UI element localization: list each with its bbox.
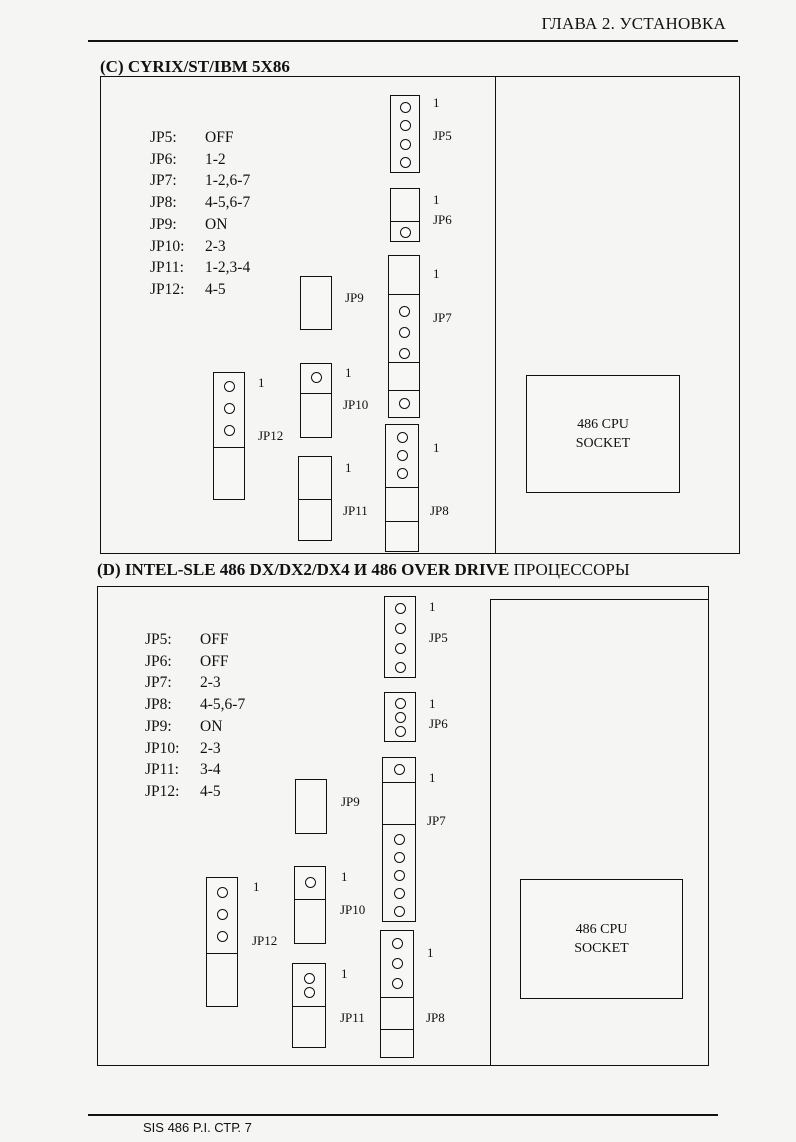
- jp10-label: JP10: [340, 902, 366, 917]
- setting-jumper: JP11:: [145, 761, 179, 779]
- setting-value: 1-2: [205, 150, 226, 168]
- setting-jumper: JP8:: [145, 696, 172, 714]
- socket-label-line1: 486 CPU: [577, 417, 629, 432]
- setting-value: 1-2,3-4: [205, 259, 251, 277]
- setting-value: 2-3: [205, 237, 226, 255]
- socket-label-line2: SOCKET: [575, 436, 631, 451]
- jumper-cap-divider: [295, 899, 325, 900]
- pin: [395, 712, 406, 723]
- jp9-block: [300, 276, 332, 330]
- pin: [394, 764, 405, 775]
- jp8-block: [380, 930, 414, 1058]
- jp9-label: JP9: [345, 290, 364, 305]
- jp7-pin1-label: 1: [429, 770, 436, 785]
- pin: [397, 468, 408, 479]
- jp11-label: JP11: [340, 1010, 365, 1025]
- pin: [394, 906, 405, 917]
- pin: [305, 877, 316, 888]
- jp9-block: [295, 779, 327, 834]
- pin: [399, 398, 410, 409]
- setting-jumper: JP6:: [150, 150, 177, 168]
- footer-rule: [88, 1114, 718, 1116]
- setting-row: [150, 257, 250, 279]
- setting-value: 4-5,6-7: [200, 696, 246, 714]
- setting-value: 4-5,6-7: [205, 194, 251, 212]
- setting-row: [145, 781, 245, 803]
- setting-value: OFF: [205, 129, 234, 146]
- section-d-settings: [145, 629, 245, 803]
- setting-jumper: JP12:: [145, 782, 180, 800]
- jp12-pin1-label: 1: [258, 375, 265, 390]
- setting-row: [150, 127, 250, 149]
- jumper-cap-divider: [301, 393, 331, 394]
- chapter-header: ГЛАВА 2. УСТАНОВКА: [541, 14, 726, 33]
- setting-jumper: JP12:: [150, 280, 185, 298]
- jp7-block: [382, 757, 416, 922]
- jp6-pin1-label: 1: [429, 696, 436, 711]
- jp12-block: [206, 877, 238, 1007]
- pin: [217, 909, 228, 920]
- pin: [399, 348, 410, 359]
- setting-row: [145, 759, 245, 781]
- section-c-settings: [150, 127, 250, 301]
- jumper-cap-divider: [389, 294, 419, 295]
- jp5-pin1-label: 1: [429, 599, 436, 614]
- jp7-pin1-label: 1: [433, 266, 440, 281]
- header-rule: [88, 40, 738, 42]
- setting-value: 4-5: [205, 280, 226, 298]
- jp11-block: [298, 456, 332, 541]
- pin: [400, 102, 411, 113]
- pin: [217, 887, 228, 898]
- jp10-block: [294, 866, 326, 944]
- setting-row: [145, 651, 245, 673]
- setting-jumper: JP5:: [150, 129, 177, 146]
- jp8-pin1-label: 1: [433, 440, 440, 455]
- section-d-title-bold: (D) INTEL-SLE 486 DX/DX2/DX4 И 486 OVER DRIVE: [97, 560, 510, 579]
- jp12-block: [213, 372, 245, 500]
- jumper-cap-divider: [386, 521, 418, 522]
- pin: [395, 623, 406, 634]
- pin: [304, 987, 315, 998]
- setting-value: 3-4: [200, 761, 221, 779]
- jumper-cap-divider: [383, 824, 415, 825]
- setting-row: [145, 716, 245, 738]
- jp7-block: [388, 255, 420, 418]
- pin: [394, 870, 405, 881]
- jp8-label: JP8: [430, 503, 449, 518]
- pin: [397, 450, 408, 461]
- jp6-block: [390, 188, 420, 242]
- socket-label-line1: 486 CPU: [575, 922, 628, 937]
- setting-jumper: JP10:: [150, 237, 185, 255]
- pin: [224, 403, 235, 414]
- setting-value: 4-5: [200, 782, 221, 800]
- jp8-pin1-label: 1: [427, 945, 434, 960]
- page-footer: SIS 486 P.I. СТР. 7: [143, 1120, 252, 1135]
- pin: [224, 381, 235, 392]
- section-d-title-normal: ПРОЦЕССОРЫ: [513, 560, 630, 579]
- jp12-label: JP12: [258, 428, 284, 443]
- setting-jumper: JP11:: [150, 259, 184, 277]
- jp10-pin1-label: 1: [341, 869, 348, 884]
- jp11-pin1-label: 1: [341, 966, 348, 981]
- jp11-block: [292, 963, 326, 1048]
- pin: [400, 120, 411, 131]
- jp10-label: JP10: [343, 397, 369, 412]
- jp5-pin1-label: 1: [433, 95, 440, 110]
- jumper-cap-divider: [214, 447, 244, 448]
- setting-row: [150, 149, 250, 171]
- pin: [394, 888, 405, 899]
- section-d-title: [97, 560, 630, 580]
- pin: [400, 227, 411, 238]
- jp5-label: JP5: [429, 630, 448, 645]
- setting-value: 2-3: [200, 739, 221, 757]
- jumper-cap-divider: [389, 362, 419, 363]
- jumper-cap-divider: [293, 1006, 325, 1007]
- setting-row: [150, 170, 250, 192]
- setting-value: ON: [200, 717, 223, 735]
- cpu-socket: [526, 375, 680, 493]
- pin: [395, 662, 406, 673]
- jumper-cap-divider: [386, 487, 418, 488]
- jp6-label: JP6: [429, 716, 448, 731]
- setting-value: OFF: [200, 631, 229, 648]
- pin: [392, 938, 403, 949]
- pin: [224, 425, 235, 436]
- jumper-cap-divider: [389, 390, 419, 391]
- setting-value: ON: [205, 215, 228, 233]
- pin: [304, 973, 315, 984]
- jp10-pin1-label: 1: [345, 365, 352, 380]
- setting-jumper: JP9:: [150, 215, 177, 233]
- jumper-cap-divider: [207, 953, 237, 954]
- jp10-block: [300, 363, 332, 438]
- jp5-label: JP5: [433, 128, 452, 143]
- pin: [394, 852, 405, 863]
- jumper-cap-divider: [383, 782, 415, 783]
- jp5-block: [390, 95, 420, 173]
- jumper-cap-divider: [381, 997, 413, 998]
- setting-jumper: JP6:: [145, 652, 172, 670]
- setting-row: [145, 738, 245, 760]
- pin: [392, 978, 403, 989]
- pin: [394, 834, 405, 845]
- bleed-through-text: [480, 58, 483, 74]
- jp5-block: [384, 596, 416, 678]
- jp11-pin1-label: 1: [345, 460, 352, 475]
- setting-jumper: JP10:: [145, 739, 180, 757]
- setting-row: [145, 629, 245, 651]
- jp8-block: [385, 424, 419, 552]
- setting-jumper: JP8:: [150, 194, 177, 212]
- section-c-title: (C) CYRIX/ST/IBM 5X86: [100, 57, 290, 76]
- setting-row: [150, 192, 250, 214]
- jp12-pin1-label: 1: [253, 879, 260, 894]
- jp7-label: JP7: [433, 310, 452, 325]
- socket-label-line2: SOCKET: [574, 941, 629, 956]
- pin: [395, 603, 406, 614]
- pin: [392, 958, 403, 969]
- pin: [395, 698, 406, 709]
- jumper-cap-divider: [381, 1029, 413, 1030]
- jp9-label: JP9: [341, 794, 360, 809]
- setting-jumper: JP7:: [145, 674, 172, 692]
- jumper-cap-divider: [299, 499, 331, 500]
- setting-row: [145, 672, 245, 694]
- pin: [217, 931, 228, 942]
- jp6-pin1-label: 1: [433, 192, 440, 207]
- setting-jumper: JP7:: [150, 172, 177, 190]
- jumper-cap-divider: [391, 221, 419, 222]
- setting-row: [145, 694, 245, 716]
- pin: [400, 139, 411, 150]
- jp7-label: JP7: [427, 813, 446, 828]
- setting-row: [150, 279, 250, 301]
- setting-value: OFF: [200, 652, 229, 670]
- setting-row: [150, 236, 250, 258]
- cpu-socket: [520, 879, 683, 999]
- pin: [395, 643, 406, 654]
- pin: [399, 306, 410, 317]
- setting-value: 2-3: [200, 674, 221, 692]
- pin: [311, 372, 322, 383]
- setting-row: [150, 214, 250, 236]
- pin: [395, 726, 406, 737]
- pin: [400, 157, 411, 168]
- setting-jumper: JP9:: [145, 717, 172, 735]
- jp6-label: JP6: [433, 212, 452, 227]
- setting-value: 1-2,6-7: [205, 172, 251, 190]
- pin: [397, 432, 408, 443]
- jp8-label: JP8: [426, 1010, 445, 1025]
- pin: [399, 327, 410, 338]
- jp6-block: [384, 692, 416, 742]
- jp11-label: JP11: [343, 503, 368, 518]
- setting-jumper: JP5:: [145, 631, 172, 648]
- jp12-label: JP12: [252, 933, 278, 948]
